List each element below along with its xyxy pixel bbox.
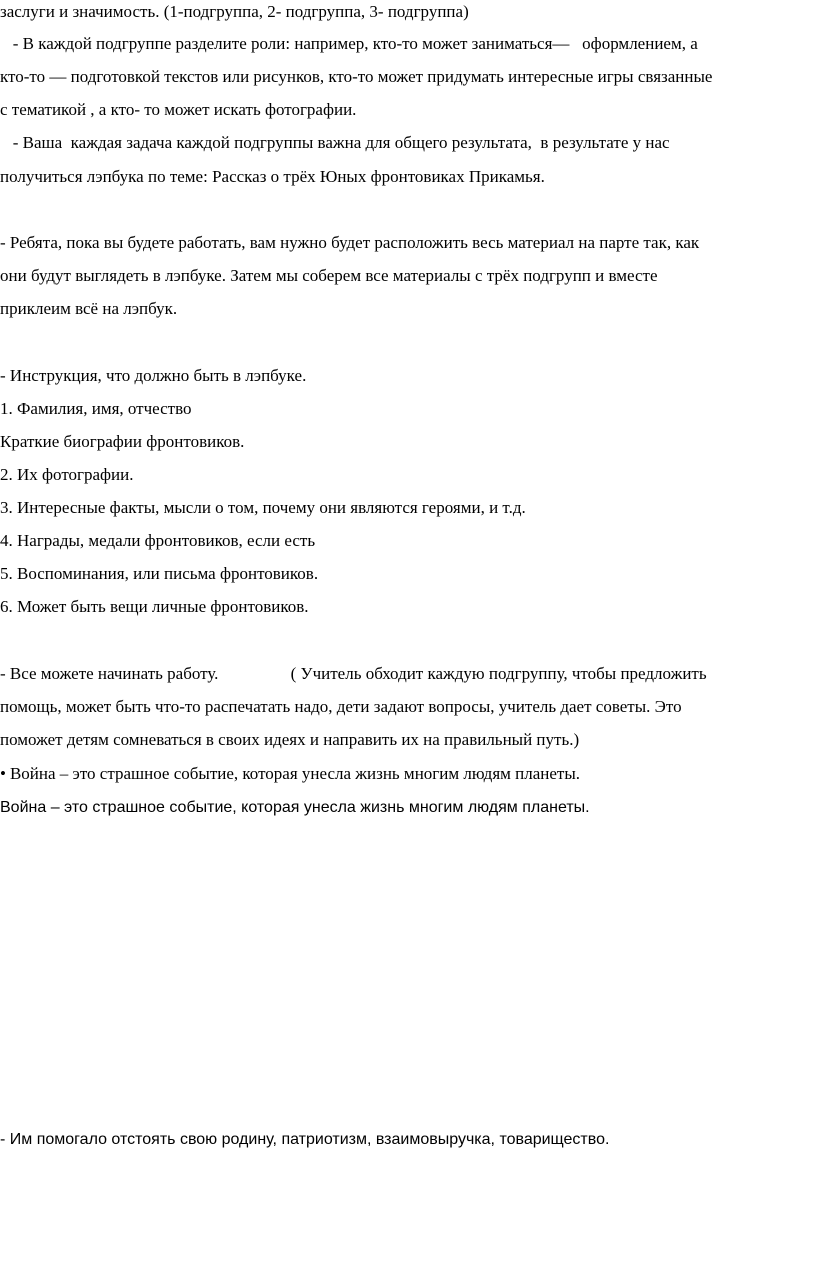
bullet-paragraph (0, 763, 580, 785)
text-line-4: с тематикой , а кто- то может искать фотографии. (0, 100, 357, 119)
instruction-heading: - Инструкция, что должно быть в лэпбуке. (0, 366, 307, 385)
bullet-icon: • (0, 764, 6, 783)
list-item-3: 3. Интересные факты, мысли о том, почему они являются героями, и т.д. (0, 498, 526, 517)
text-line-5: - Ваша каждая задача каждой подгруппы важна для общего результата, в результате у нас (0, 133, 670, 152)
text-line-8: они будут выглядеть в лэпбуке. Затем мы соберем все материалы с трёх подгрупп и вместе (0, 266, 658, 285)
text-line-6: получиться лэпбука по теме: Рассказ о трёх Юных фронтовиках Прикамья. (0, 167, 545, 186)
text-line-9: приклеим всё на лэпбук. (0, 299, 178, 318)
list-item-2: 2. Их фотографии. (0, 465, 134, 484)
list-item-1-continued: Краткие биографии фронтовиков. (0, 432, 245, 451)
text-line-1: заслуги и значимость. (1-подгруппа, 2- подгруппа, 3- подгруппа) (0, 2, 469, 21)
text-line-3: кто-то — подготовкой текстов или рисунков, кто-то может придумать интересные игры связанные (0, 67, 713, 86)
text-line-2: - В каждой подгруппе разделите роли: например, кто-то может заниматься— оформлением, а (0, 34, 698, 53)
list-item-6: 6. Может быть вещи личные фронтовиков. (0, 597, 309, 616)
sans-text-patriotism: - Им помогало отстоять свою родину, патриотизм, взаимовыручка, товарищество. (0, 1131, 610, 1148)
text-line-start-work: - Все можете начинать работу. ( Учитель обходит каждую подгруппу, чтобы предложить (0, 664, 707, 683)
text-line-help: помощь, может быть что-то распечатать надо, дети задают вопросы, учитель дает советы. Это (0, 697, 682, 716)
text-line-7: - Ребята, пока вы будете работать, вам нужно будет расположить весь материал на парте так, как (0, 233, 700, 252)
list-item-5: 5. Воспоминания, или письма фронтовиков. (0, 564, 319, 583)
list-item-1: 1. Фамилия, имя, отчество (0, 399, 192, 418)
bullet-text: Война – это страшное событие, которая унесла жизнь многим людям планеты. (9, 764, 581, 783)
text-line-help-continued: поможет детям сомневаться в своих идеях и направить их на правильный путь.) (0, 730, 580, 749)
sans-text-war: Война – это страшное событие, которая унесла жизнь многим людям планеты. (0, 799, 590, 816)
list-item-4: 4. Награды, медали фронтовиков, если есть (0, 531, 316, 550)
